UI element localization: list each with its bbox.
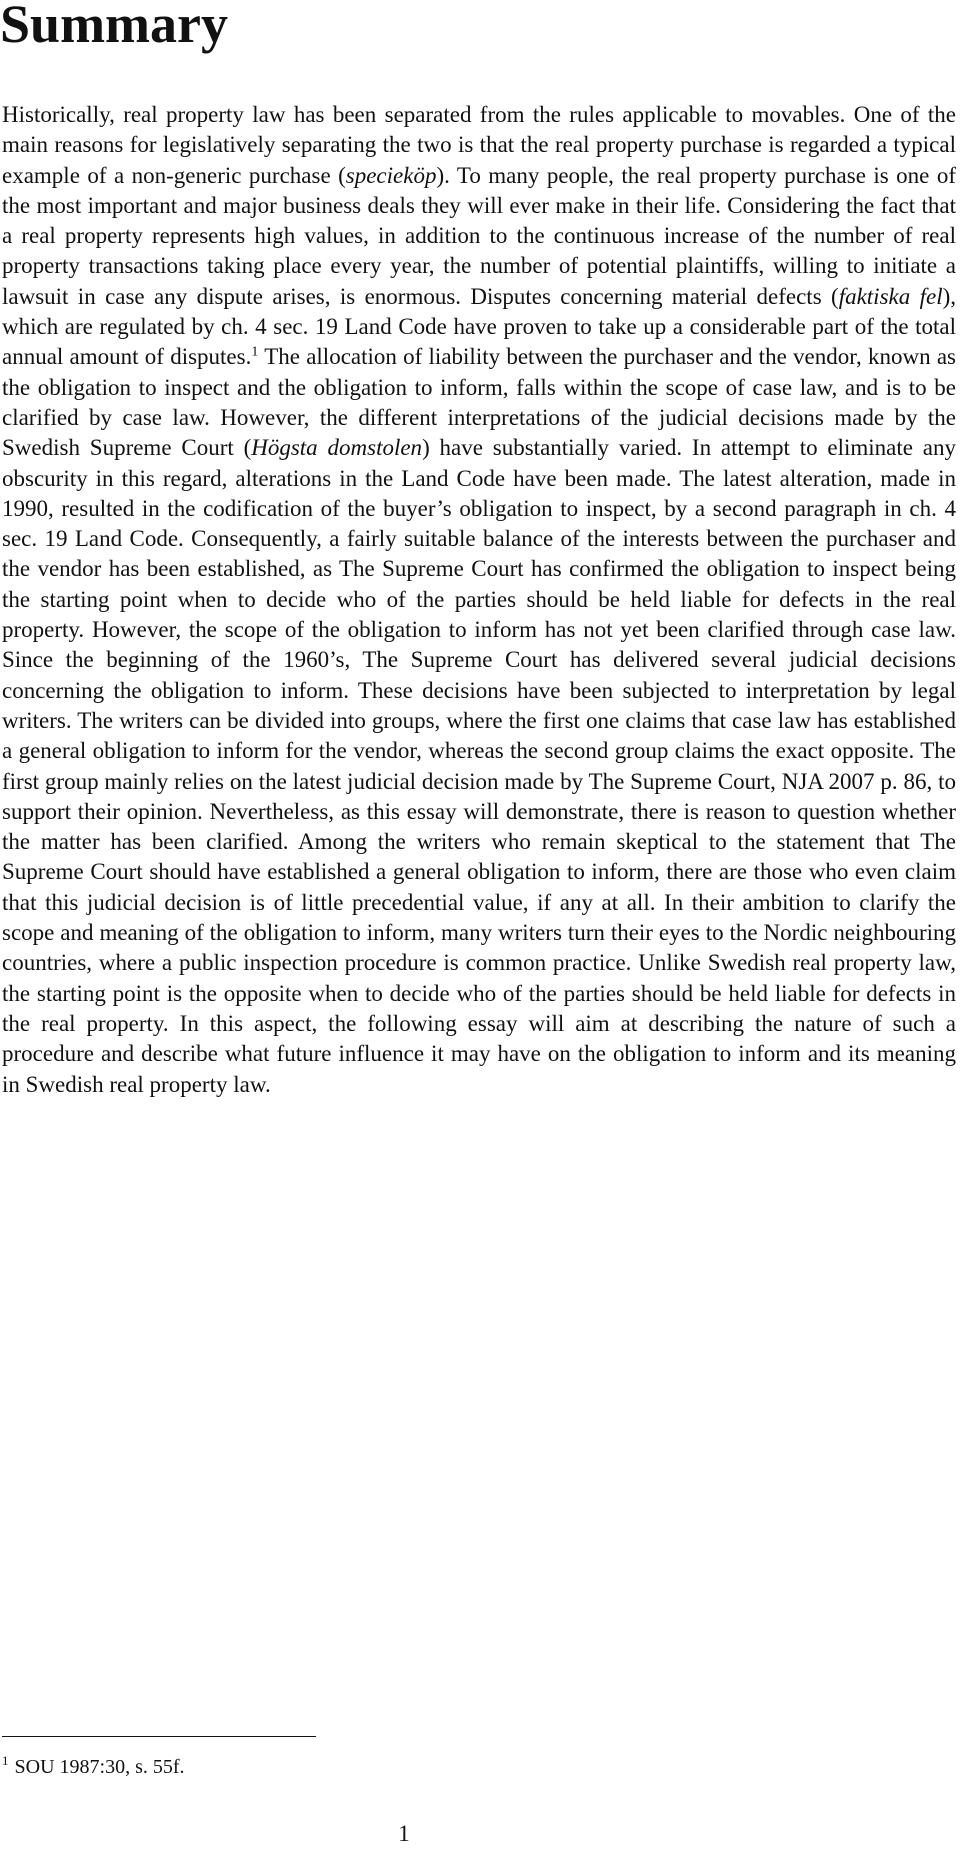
italic-term: faktiska fel xyxy=(838,283,943,309)
footnote-reference[interactable]: 1 xyxy=(251,344,259,360)
text-segment: Historically, real property law has been separated from the rules applicable to movables. One of the main reasons for legislatively separating the two is that the real property purchase is regarded a typical example of a non-generic purchase ( xyxy=(2,102,956,188)
footnote-marker: 1 xyxy=(2,1753,9,1769)
text-segment: ), which are regulated by ch. 4 sec. 19 Land Code have proven to take up a considerable part of the total annual amount of disputes. xyxy=(2,283,957,370)
footnote xyxy=(2,1755,185,1779)
page-number: 1 xyxy=(398,1821,410,1846)
page-title: Summary xyxy=(0,0,228,54)
summary-paragraph xyxy=(2,100,956,1100)
italic-term: Högsta domstolen xyxy=(251,435,423,461)
footnote-text: SOU 1987:30, s. 55f. xyxy=(14,1756,185,1778)
text-segment: ). To many people, the real property purchase is one of the most important and major business deals they will ever make in their life. Considering the fact that a real property represents high values, in addition to the continuous increase of the number of real property transactions taking place every year, the number of potential plaintiffs, willing to initiate a lawsuit in case any dispute arises, is enormous. Disputes concerning material defects ( xyxy=(2,162,956,309)
text-segment: The allocation of liability between the purchaser and the vendor, known as the obligation to inspect and the obligation to inform, falls within the scope of case law, and is to be clarified by case law. However, the different interpretations of the judicial decisions made by the Swedish Supreme Court ( xyxy=(2,344,956,461)
italic-term: specieköp xyxy=(345,162,437,188)
footnote-divider xyxy=(2,1736,316,1737)
text-segment: ) have substantially varied. In attempt to eliminate any obscurity in this regard, alterations in the Land Code have been made. The latest alteration, made in 1990, resulted in the codification of the buyer’s obligation to inspect, by a second paragraph in ch. 4 sec. 19 Land Code. Consequently, a fairly suitable balance of the interests between the purchaser and the vendor has been established, as The Supreme Court has confirmed the obligation to inspect being the starting point when to decide who of the parties should be held liable for defects in the real property. However, the scope of the obligation to inform has not yet been clarified through case law. Since the beginning of the 1960’s, The Supreme Court has delivered several judicial decisions concerning the obligation to inform. These decisions have been subjected to interpretation by legal writers. The writers can be divided into groups, where the first one claims that case law has established a general obligation to inform for the vendor, whereas the second group claims the exact opposite. The first group mainly relies on the latest judicial decision made by The Supreme Court, NJA 2007 p. 86, to support their opinion. Nevertheless, as this essay will demonstrate, there is reason to question whether the matter has been clarified. Among the writers who remain skeptical to the statement that The Supreme Court should have established a general obligation to inform, there are those who even claim that this judicial decision is of little precedential value, if any at all. In their ambition to clarify the scope and meaning of the obligation to inform, many writers turn their eyes to the Nordic neighbouring countries, where a public inspection procedure is common practice. Unlike Swedish real property law, the starting point is the opposite when to decide who of the parties should be held liable for defects in the real property. In this aspect, the following essay will aim at describing the nature of such a procedure and describe what future influence it may have on the obligation to inform and its meaning in Swedish real property law. xyxy=(2,435,957,1097)
